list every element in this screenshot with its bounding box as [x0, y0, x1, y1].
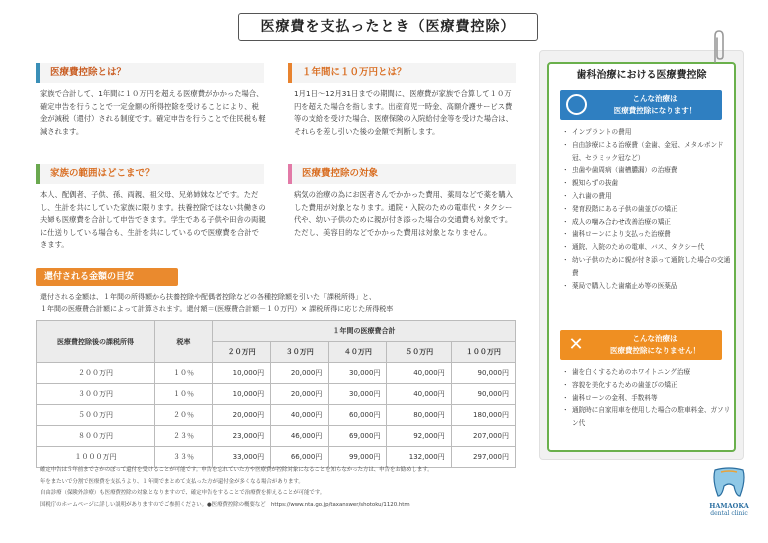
ng-list: [564, 366, 732, 430]
value-cell: 207,000円: [451, 426, 515, 447]
rate-cell: １０％: [155, 363, 213, 384]
list-item: ・ 発育段階にある子供の歯並びの矯正: [564, 203, 732, 216]
dental-title: 歯科治療における医療費控除: [576, 70, 707, 81]
table-row: [37, 405, 516, 426]
ok-badge: [560, 90, 722, 120]
rate-cell: ２３％: [155, 426, 213, 447]
total-header: ４０万円: [329, 342, 387, 363]
notes: [40, 465, 540, 511]
value-cell: 10,000円: [213, 363, 271, 384]
value-cell: 92,000円: [387, 426, 451, 447]
rate-cell: ３３％: [155, 447, 213, 468]
section-about-heading: 医療費控除とは？: [36, 63, 264, 83]
section-family-text: 本人、配偶者、子供、孫、両親、祖父母、兄弟姉妹などです。ただし、生計を共にしていた家族に限ります。扶養控除ではない共働きの夫婦も医療費を合計して申告できます。学生である子供や田舎の両親に仕送りしている場合も、生計を共にしているので医療費を合計できます。: [40, 190, 266, 250]
value-cell: 33,000円: [213, 447, 271, 468]
ng-badge-line-1: こんな治療は: [632, 334, 678, 343]
list-item: ・ 歯科ローンの金利、手数料等: [564, 392, 732, 405]
section-over-heading: １年間に１０万円とは？: [288, 63, 516, 83]
list-item: ・ 虫歯や歯周病（歯槽膿漏）の治療費: [564, 164, 732, 177]
col-rate-header: 税率: [155, 321, 213, 363]
list-item: ・ 歯を白くするためのホワイトニング治療: [564, 366, 732, 379]
income-cell: １０００万円: [37, 447, 155, 468]
tooth-icon: [709, 466, 749, 498]
value-cell: 69,000円: [329, 426, 387, 447]
value-cell: 66,000円: [271, 447, 329, 468]
note-line: 確定申告は５年前までさかのぼって還付を受けることが可能です。申告を忘れていた方や医療費が控除対象になることを知らなかった方は、申告をお勧めします。: [40, 467, 433, 473]
value-cell: 30,000円: [329, 363, 387, 384]
note-line: 年をまたいで分割で医療費を支払うより、１年間でまとめて支払った方が還付金が多くなる場合があります。: [40, 478, 304, 485]
income-cell: ３００万円: [37, 384, 155, 405]
refund-heading: 還付される金額の目安: [36, 268, 178, 286]
total-header: ５０万円: [387, 342, 451, 363]
value-cell: 20,000円: [271, 363, 329, 384]
value-cell: 20,000円: [213, 405, 271, 426]
ok-list: [564, 126, 732, 292]
refund-desc-1: 還付される金額は、１年間の所得額から扶養控除や配偶者控除などの各種控除額を引いた「課税所得」と、: [40, 293, 376, 301]
list-item: ・ 薬局で購入した歯痛止め等の医薬品: [564, 280, 732, 293]
table-row: [37, 384, 516, 405]
list-item: ・ 歯科ローンにより支払った治療費: [564, 228, 732, 241]
refund-table: [36, 320, 516, 468]
value-cell: 40,000円: [271, 405, 329, 426]
list-item: ・ 親知らずの抜歯: [564, 177, 732, 190]
note-line: 国税庁のホームページに詳しい説明がありますのでご参照ください。●医療費控除の概要など https://www.nta.go.jp/taxanswer/shotoku/1120.htm: [40, 501, 410, 508]
ng-badge: [560, 330, 722, 360]
value-cell: 23,000円: [213, 426, 271, 447]
income-cell: ５００万円: [37, 405, 155, 426]
value-cell: 90,000円: [451, 384, 515, 405]
ok-badge-line-1: こんな治療は: [632, 94, 678, 103]
value-cell: 60,000円: [329, 405, 387, 426]
list-item: ・ 自由診療による治療費（金歯、金冠、メタルボンド冠、セラミック冠など）: [564, 139, 732, 165]
circle-icon: [566, 94, 587, 115]
list-item: ・ 成人の噛み合わせ改善治療の矯正: [564, 216, 732, 229]
logo-line-2: dental clinic: [710, 510, 748, 517]
list-item: ・ 通院、入院のための電車、バス、タクシー代: [564, 241, 732, 254]
value-cell: 30,000円: [329, 384, 387, 405]
value-cell: 132,000円: [387, 447, 451, 468]
list-item: ・ インプラントの費用: [564, 126, 732, 139]
value-cell: 40,000円: [387, 384, 451, 405]
value-cell: 80,000円: [387, 405, 451, 426]
col-income-header: 医療費控除後の課税所得: [37, 321, 155, 363]
rate-cell: １０％: [155, 384, 213, 405]
ok-badge-line-2: 医療費控除になります！: [613, 106, 697, 115]
refund-desc-2: １年間の医療費合計額によって計算されます。還付額＝(医療費合計額－１０万円）× 課税所得に応じた所得税率: [40, 305, 394, 313]
value-cell: 20,000円: [271, 384, 329, 405]
value-cell: 46,000円: [271, 426, 329, 447]
section-family-heading: 家族の範囲はどこまで？: [36, 164, 264, 184]
total-header: １００万円: [451, 342, 515, 363]
section-target-text: 病気の治療の為にお医者さんでかかった費用、薬局などで薬を購入した費用が対象となります。通院・入院のための電車代・タクシー代や、幼い子供のために親が付き添った場合の交通費も対象です。ただし、美容目的などでかかった費用は対象となりません。: [294, 190, 513, 237]
total-header: ３０万円: [271, 342, 329, 363]
col-total-header: １年間の医療費合計: [213, 321, 516, 342]
value-cell: 180,000円: [451, 405, 515, 426]
income-cell: ８００万円: [37, 426, 155, 447]
list-item: ・ 通院時に自家用車を使用した場合の駐車料金、ガソリン代: [564, 404, 732, 430]
page-title: 医療費を支払ったとき（医療費控除）: [238, 13, 538, 41]
rate-cell: ２０％: [155, 405, 213, 426]
list-item: ・ 幼い子供のために親が付き添って通院した場合の交通費: [564, 254, 732, 280]
cross-icon: ✕: [568, 334, 584, 355]
table-row: [37, 426, 516, 447]
section-about-text: 家族で合計して、1年間に１０万円を超える医療費がかかった場合、確定申告を行うことで一定金額の所得控除を受けることにより、税金が減税（還付）される制度です。確定申告を行うことで住民税も軽減されます。: [40, 89, 266, 136]
income-cell: ２００万円: [37, 363, 155, 384]
value-cell: 297,000円: [451, 447, 515, 468]
section-target-heading: 医療費控除の対象: [288, 164, 516, 184]
table-row: [37, 363, 516, 384]
value-cell: 99,000円: [329, 447, 387, 468]
value-cell: 90,000円: [451, 363, 515, 384]
total-header: ２０万円: [213, 342, 271, 363]
section-over-text: 1月1日〜12月31日までの期間に、医療費が家族で合算して１０万円を超えた場合を指します。出産育児一時金、高額介護サービス費等の支給を受けた場合、医療保険の入院給付金等を受けた場合は、それらを差し引いた後の金額で判断します。: [294, 89, 513, 136]
list-item: ・ 容貌を美化するための歯並びの矯正: [564, 379, 732, 392]
value-cell: 40,000円: [387, 363, 451, 384]
paperclip-icon: [707, 28, 729, 64]
clinic-logo: [700, 466, 758, 526]
list-item: ・ 入れ歯の費用: [564, 190, 732, 203]
ng-badge-line-2: 医療費控除になりません！: [610, 346, 700, 355]
value-cell: 10,000円: [213, 384, 271, 405]
logo-line-1: HAMAOKA: [709, 502, 749, 510]
note-line: 自由診療（保険外診療）も医療費控除の対象となりますので、確定申告をすることで治療費を抑えることが可能です。: [40, 490, 326, 496]
